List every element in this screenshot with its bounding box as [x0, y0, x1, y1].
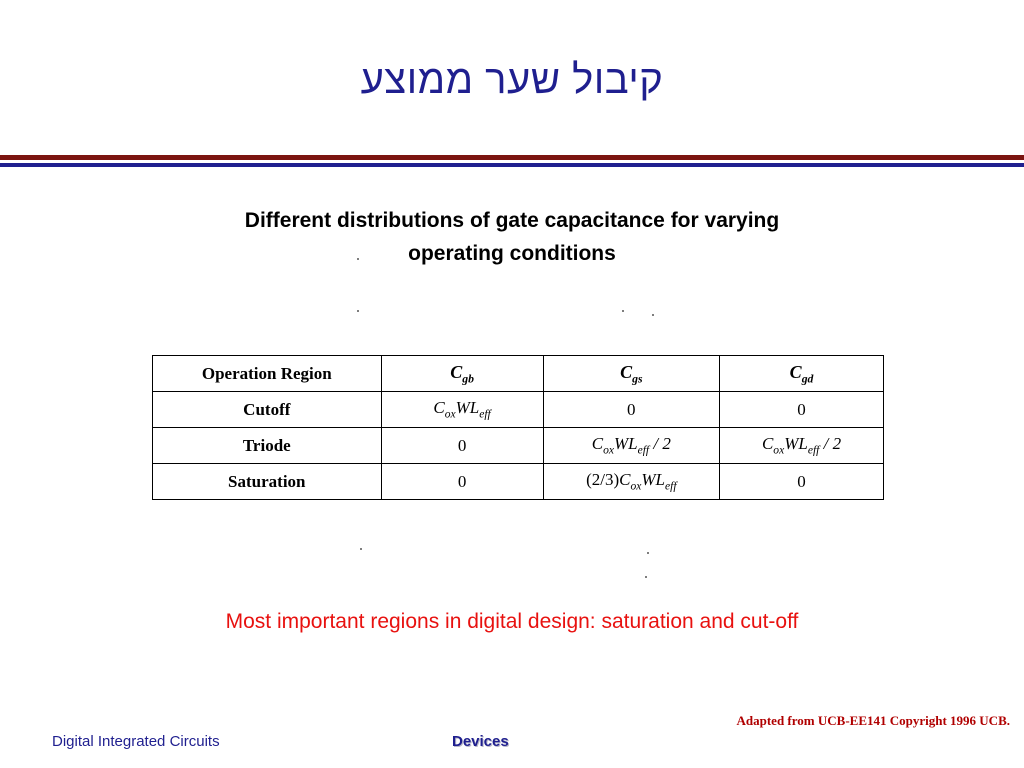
speck-2	[357, 310, 359, 312]
cell-saturation-cgd: 0	[720, 464, 884, 500]
cell-triode-cgs: $C_{ox}WL_{eff} / 2$	[543, 428, 720, 464]
speck-3	[622, 310, 624, 312]
divider-blue-rule	[0, 163, 1024, 167]
subtitle	[112, 205, 912, 270]
speck-5	[360, 548, 362, 550]
table-header-operation-region: Operation Region	[153, 356, 382, 392]
cell-cutoff-cgs: 0	[543, 392, 720, 428]
subtitle-line-2: operating conditions	[408, 241, 616, 265]
table-row	[153, 392, 884, 428]
row-label-saturation: Saturation	[153, 464, 382, 500]
cell-saturation-cgs: $(2/3)C_{ox}WL_{eff}$	[543, 464, 720, 500]
row-label-triode: Triode	[153, 428, 382, 464]
speck-6	[647, 552, 649, 554]
table-header-cgd: $C_{gd}$	[720, 356, 884, 392]
cell-saturation-cgb: 0	[381, 464, 543, 500]
table-row	[153, 464, 884, 500]
table-header-cgb: $C_{gb}$	[381, 356, 543, 392]
table-header-row	[153, 356, 884, 392]
cell-triode-cgb: 0	[381, 428, 543, 464]
gate-capacitance-table	[152, 355, 884, 500]
attribution-text: Adapted from UCB-EE141 Copyright 1996 UCB.	[736, 713, 1010, 728]
key-note: Most important regions in digital design: saturation and cut-off	[225, 610, 799, 633]
cell-cutoff-cgd: 0	[720, 392, 884, 428]
table-row	[153, 428, 884, 464]
footer-course-title: Digital Integrated Circuits	[52, 733, 220, 750]
speck-1	[357, 258, 359, 260]
speck-4	[652, 314, 654, 316]
cell-cutoff-cgb: $C_{ox}WL_{eff}$	[381, 392, 543, 428]
title-divider	[0, 155, 1024, 167]
table-header-cgs: $C_{gs}$	[543, 356, 720, 392]
speck-7	[645, 576, 647, 578]
subtitle-line-1: Different distributions of gate capacitance for varying	[244, 209, 780, 232]
footer-section-title: Devices	[452, 733, 509, 750]
cell-triode-cgd: $C_{ox}WL_{eff} / 2$	[720, 428, 884, 464]
row-label-cutoff: Cutoff	[153, 392, 382, 428]
page-title: קיבול שער ממוצע	[360, 58, 664, 102]
